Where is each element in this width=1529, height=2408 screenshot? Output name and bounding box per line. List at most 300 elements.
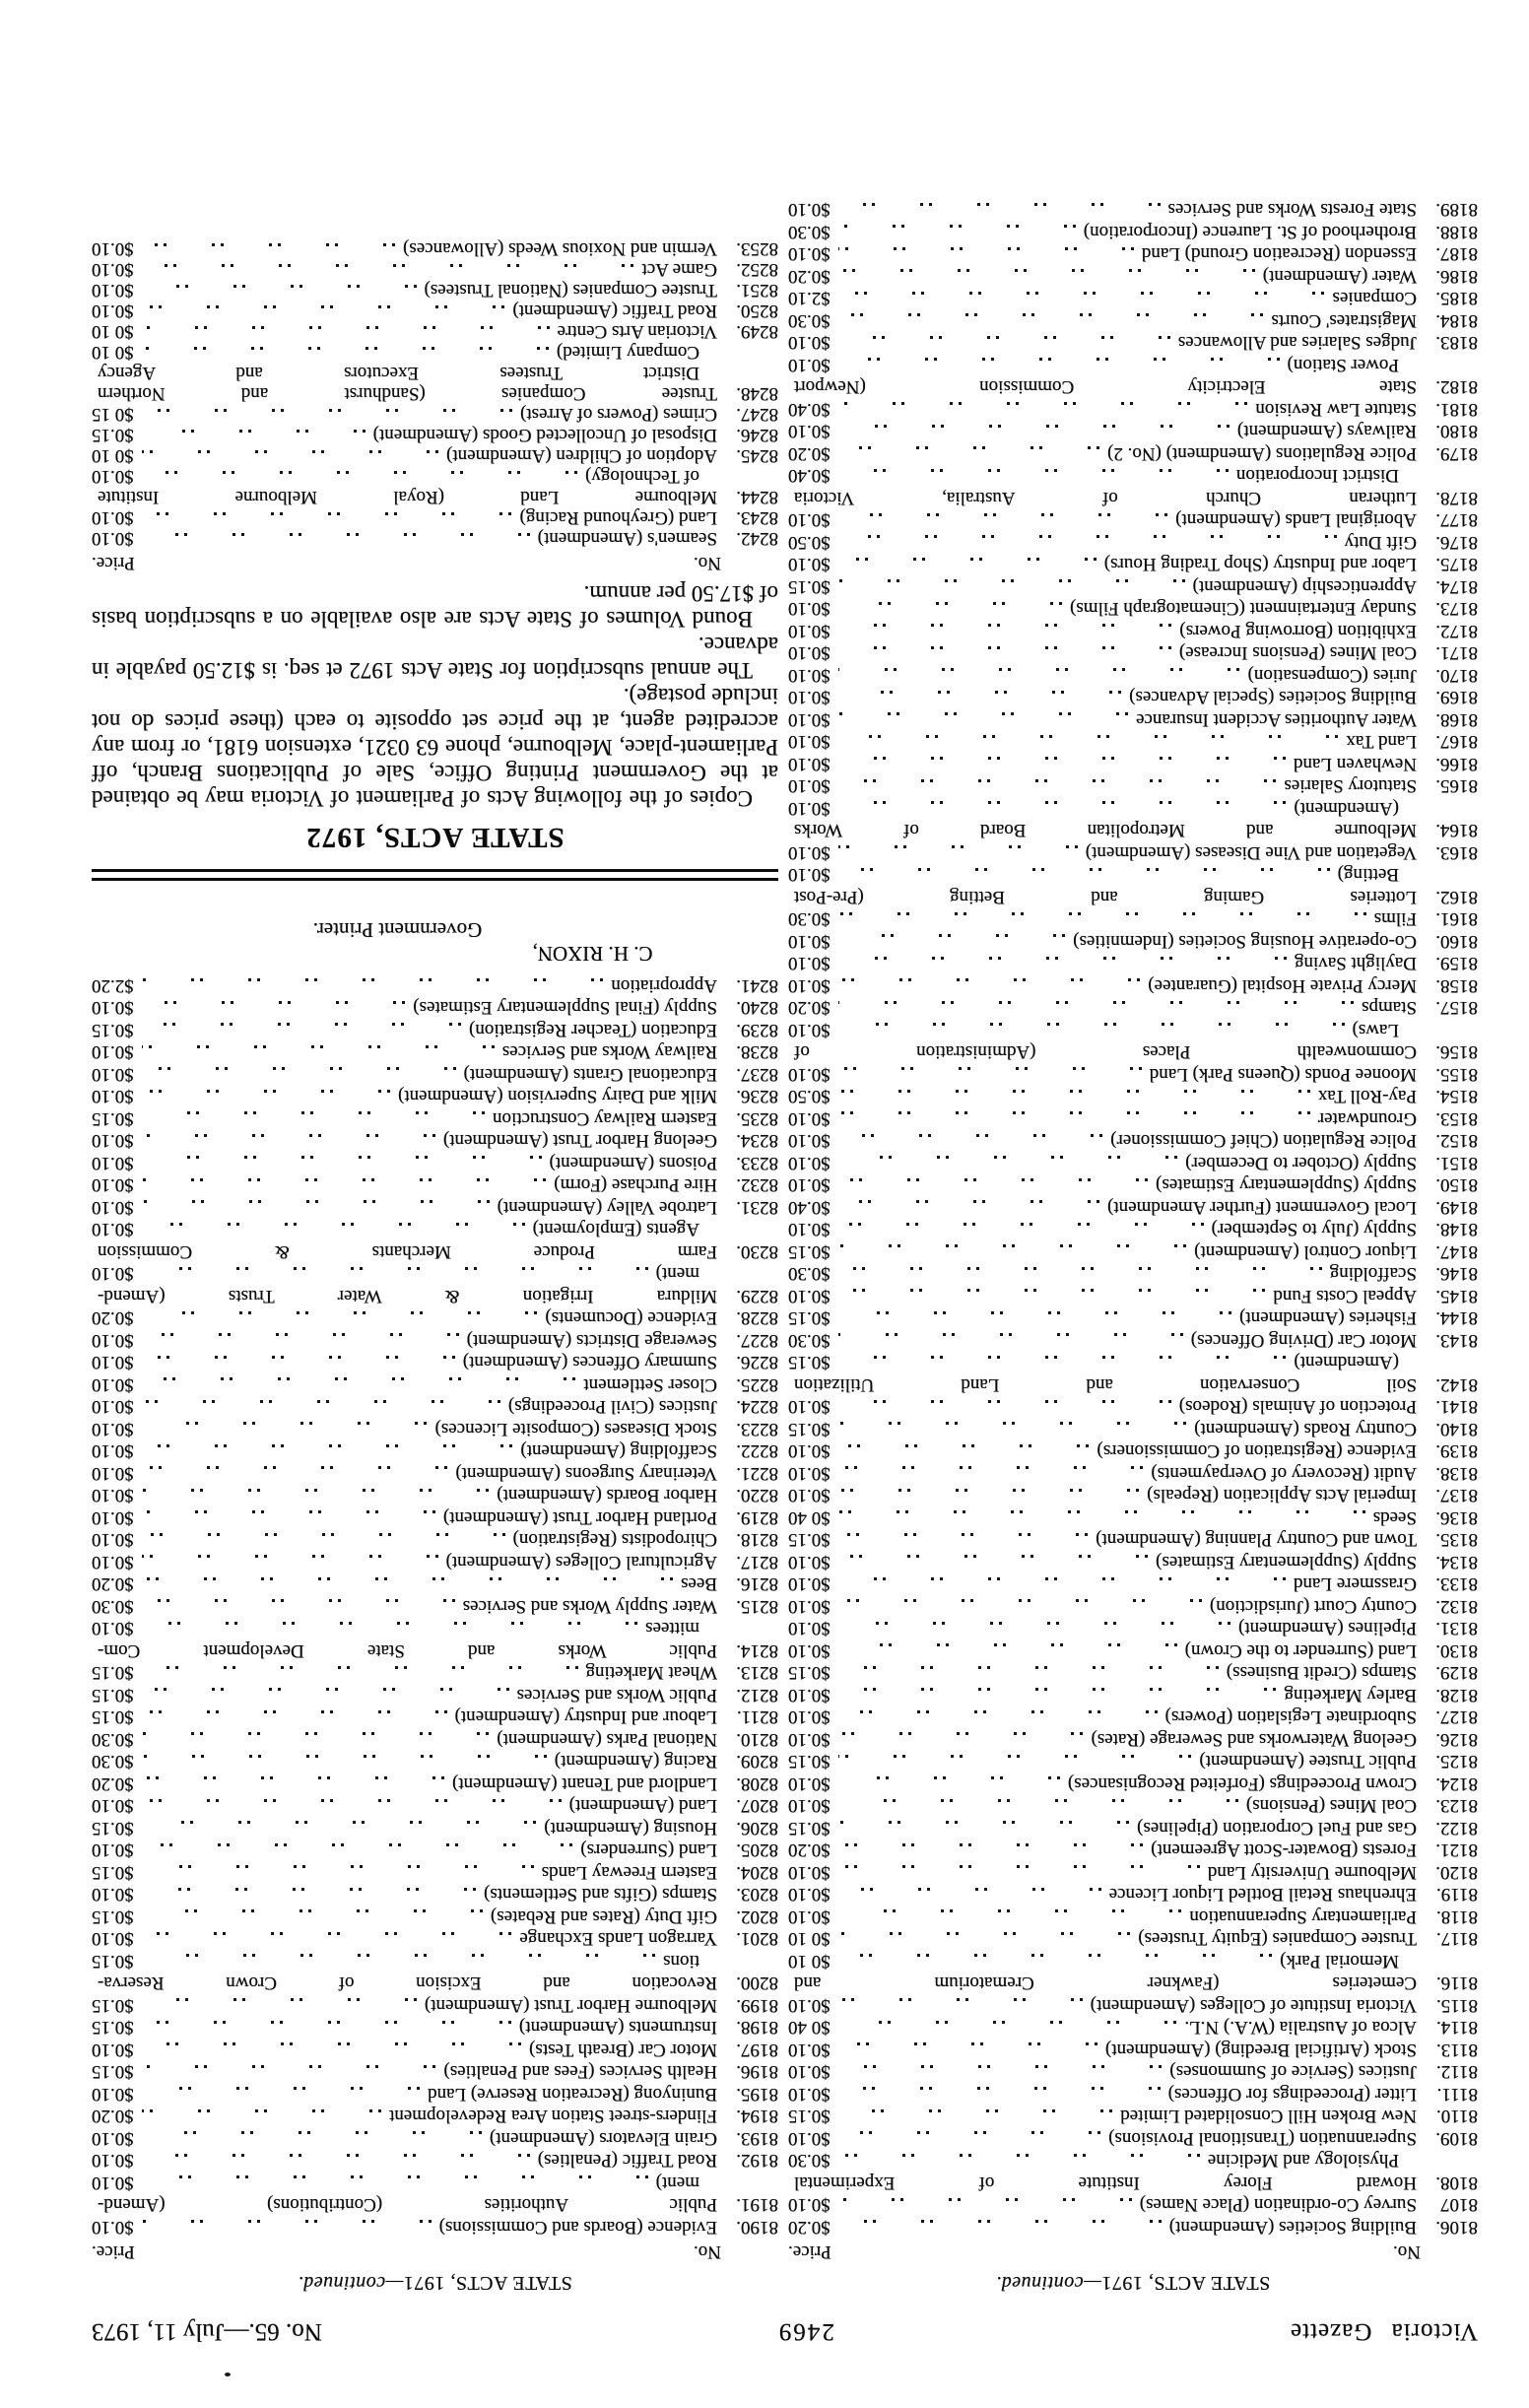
act-number: 8143. — [1435, 1330, 1478, 1351]
act-title: Scaffolding (Amendment) — [520, 1440, 717, 1462]
act-price: $0.30 — [788, 2150, 831, 2172]
act-row — [788, 2105, 1478, 2127]
act-row — [92, 364, 778, 384]
dot-leader — [142, 1622, 637, 1625]
act-number: 8157. — [1435, 997, 1478, 1019]
act-number: 8123. — [1435, 1795, 1478, 1817]
act-row — [92, 1950, 778, 1973]
act-number: 8146. — [1435, 1263, 1478, 1285]
act-price: $0.10 — [92, 1130, 134, 1152]
dot-leader — [838, 1511, 1365, 1514]
act-row — [788, 1085, 1478, 1107]
act-row — [788, 1572, 1478, 1595]
act-title: Howard Florey Institute of Experimental — [794, 2173, 1417, 2193]
act-row — [92, 301, 778, 322]
dot-leader — [142, 1777, 444, 1780]
act-title: Betting) — [1337, 864, 1399, 886]
dot-leader — [838, 1999, 1083, 2002]
act-number: 8222. — [736, 1440, 778, 1462]
act-title: Seamen's (Amendment) — [537, 528, 717, 550]
act-number: 8215. — [736, 1596, 778, 1617]
column-layout — [92, 198, 1478, 2294]
act-row — [92, 1551, 778, 1573]
act-title: Seeds — [1372, 1507, 1417, 1528]
act-title: Apprenticeship (Amendment) — [1192, 576, 1417, 597]
act-row — [788, 1972, 1478, 1994]
act-title: Trustee Companies (Equity Trustees) — [1138, 1928, 1417, 1950]
act-number: 8194. — [736, 2106, 778, 2127]
act-price: $0.30 — [92, 1596, 134, 1617]
act-row — [788, 198, 1478, 221]
act-title: Melbourne Land (Royal Melbourne Institute — [98, 487, 717, 508]
dot-leader — [838, 203, 1161, 206]
intro-paragraph: Copies of the following Acts of Parliament of Victoria may be obtained at the Government Printing Office, Sale of Publications Branch, off Parliament-place, Melbourne, phone 63 0321, extension 6181, or from any accredited agent, at the price set opposite to each (these prices do not include postage). — [92, 684, 778, 812]
dot-leader — [838, 1201, 1099, 1204]
act-row — [788, 1994, 1478, 2017]
dot-leader — [142, 1799, 562, 1802]
dot-leader — [838, 912, 1366, 915]
act-row — [788, 2039, 1478, 2061]
act-number: 8193. — [736, 2128, 778, 2149]
act-row — [788, 487, 1478, 509]
dot-leader — [838, 1334, 1183, 1337]
act-row — [92, 343, 778, 364]
act-row — [92, 426, 778, 446]
right-column — [92, 198, 778, 2294]
act-title: Subordinate Legislation (Powers) — [1164, 1706, 1417, 1728]
act-number: 8250. — [736, 301, 778, 322]
act-title: Railway Works and Services — [501, 1041, 717, 1063]
act-number: 8183. — [1435, 332, 1478, 354]
act-price: $0.10 — [788, 1020, 831, 1040]
dot-leader — [838, 247, 1134, 250]
act-price: $0.15 — [788, 1751, 831, 1773]
dot-leader — [142, 431, 366, 434]
act-row — [92, 239, 778, 260]
dot-leader — [838, 558, 1097, 561]
act-title: Groundwater — [1317, 1108, 1417, 1129]
act-title: Commonwealth Places (Administration of — [794, 1041, 1417, 1063]
act-title: Building Societies (Special Advances) — [1129, 687, 1417, 708]
act-title: Mildura Irrigation & Water Trusts (Amend- — [98, 1286, 717, 1306]
act-row — [788, 1639, 1478, 1662]
bound-volumes-paragraph: Bound Volumes of State Acts are also available on a subscription basis of $17.50 per annum. — [92, 581, 778, 633]
act-title: Disposal of Uncollected Goods (Amendment) — [372, 425, 717, 446]
act-number: 8249. — [736, 321, 778, 343]
act-row — [92, 322, 778, 343]
act-row — [788, 863, 1478, 886]
act-number: 8196. — [736, 2061, 778, 2083]
dot-leader — [142, 1444, 513, 1447]
dot-leader — [838, 1600, 1202, 1603]
act-number: 8241. — [736, 975, 778, 996]
dot-leader — [142, 1822, 537, 1825]
act-number: 8247. — [736, 404, 778, 426]
act-row — [788, 420, 1478, 442]
act-number: 8229. — [736, 1286, 778, 1306]
dot-leader — [142, 1999, 417, 2002]
dot-leader — [838, 2065, 1163, 2068]
act-price: $0.15 — [92, 2061, 134, 2083]
dot-leader — [838, 1755, 1192, 1758]
dot-leader — [838, 802, 1287, 805]
dot-leader — [142, 2109, 381, 2112]
act-row — [788, 1462, 1478, 1485]
dot-leader — [838, 625, 1172, 628]
act-number: 8188. — [1435, 222, 1478, 242]
act-number: 8121. — [1435, 1839, 1478, 1861]
act-title: Veterinary Surgeons (Amendment) — [455, 1463, 717, 1484]
act-title: Summary Offences (Amendment) — [462, 1352, 717, 1373]
no-label: No. — [694, 2241, 721, 2262]
act-price: $0.10 — [788, 1153, 831, 1173]
act-price: $0.30 — [788, 908, 831, 930]
dot-leader — [838, 1866, 1200, 1869]
act-row — [92, 1218, 778, 1240]
dot-leader — [838, 536, 1337, 539]
act-number: 8116. — [1435, 1973, 1478, 1994]
no-price-row — [92, 2240, 778, 2263]
dot-leader — [142, 244, 395, 247]
act-price: $0.10 — [788, 731, 831, 753]
act-row — [788, 531, 1478, 554]
act-title: Melbourne University Land — [1207, 1862, 1417, 1883]
act-row — [788, 2172, 1478, 2194]
act-price: $0.10 — [788, 1596, 831, 1617]
dot-leader — [838, 846, 1078, 849]
act-row — [92, 2016, 778, 2039]
act-row — [788, 1373, 1478, 1396]
act-row — [788, 2193, 1478, 2216]
act-title: Mercy Private Hospital (Guarantee) — [1148, 975, 1417, 996]
act-number: 8185. — [1435, 288, 1478, 309]
act-row — [788, 797, 1478, 820]
act-row — [788, 1950, 1478, 1973]
act-number: 8140. — [1435, 1419, 1478, 1439]
dot-leader — [838, 226, 1076, 229]
act-title: National Parks (Amendment) — [497, 1729, 717, 1750]
act-row — [788, 442, 1478, 465]
act-title: Land (Surrender to the Crown) — [1184, 1640, 1417, 1661]
act-number: 8118. — [1435, 1906, 1478, 1927]
act-title: Forests (Bowater-Scott Agreement) — [1151, 1839, 1417, 1861]
dot-leader — [838, 1489, 1139, 1492]
act-row — [92, 1418, 778, 1440]
act-price: $0.15 — [788, 1419, 831, 1439]
act-price: $0.10 — [92, 1529, 134, 1551]
act-price: $0.10 — [788, 1640, 831, 1661]
act-row — [788, 242, 1478, 265]
dot-leader — [838, 2109, 1112, 2112]
act-row — [92, 1152, 778, 1174]
act-title: Landlord and Tenant (Amendment) — [452, 1773, 717, 1794]
dot-leader — [838, 1710, 1158, 1713]
act-price: $0.20 — [788, 2217, 831, 2238]
dot-leader — [838, 270, 1255, 273]
act-price: $0.20 — [788, 266, 831, 287]
acts-list-1972 — [92, 239, 778, 550]
price-label: Price. — [92, 2241, 135, 2262]
act-title: Ehrenhaus Retail Bottled Liquor Licence — [1108, 1884, 1417, 1906]
dot-leader — [142, 1843, 572, 1846]
dot-leader — [142, 1511, 435, 1514]
dot-leader — [142, 1932, 512, 1935]
act-number: 8142. — [1435, 1374, 1478, 1395]
dot-leader — [142, 534, 530, 537]
price-label: Price. — [788, 2241, 831, 2262]
act-number: 8214. — [736, 1640, 778, 1661]
act-title: Evidence (Registration of Commissioners) — [1097, 1440, 1417, 1462]
act-number: 8219. — [736, 1507, 778, 1528]
act-row — [92, 1306, 778, 1329]
act-price: $0.40 — [788, 465, 831, 487]
dot-leader — [838, 1444, 1090, 1447]
act-row — [788, 1773, 1478, 1795]
act-row — [788, 1285, 1478, 1307]
act-number: 8144. — [1435, 1307, 1478, 1329]
dot-leader — [142, 1178, 547, 1181]
act-title: Harbor Boards (Amendment) — [497, 1485, 717, 1506]
act-number: 8176. — [1435, 532, 1478, 553]
dot-leader — [838, 1577, 1286, 1580]
dot-leader — [838, 1001, 1354, 1004]
act-title: ment) — [655, 2173, 699, 2193]
dot-leader — [142, 1223, 525, 1226]
dot-leader — [838, 359, 1280, 362]
act-title: Housing (Amendment) — [544, 1818, 717, 1839]
dot-leader — [838, 1400, 1171, 1403]
dot-leader — [142, 979, 604, 982]
act-price: $0.10 — [92, 1839, 134, 1861]
act-price: $0.20 — [92, 1573, 134, 1595]
act-row — [92, 2105, 778, 2127]
act-number: 8109. — [1435, 2128, 1478, 2149]
dot-leader — [142, 1378, 576, 1381]
act-row — [92, 467, 778, 488]
act-price: $0.10 — [788, 621, 831, 641]
act-title: Sunday Entertainment (Cinematograph Films) — [1070, 598, 1417, 620]
act-row — [92, 384, 778, 405]
act-number: 8218. — [736, 1529, 778, 1551]
dot-leader — [838, 580, 1185, 583]
act-number: 8139. — [1435, 1440, 1478, 1462]
dot-leader — [142, 410, 512, 413]
act-number: 8253. — [736, 238, 778, 260]
act-number: 8200. — [736, 1973, 778, 1994]
act-title: Juries (Compensation) — [1247, 665, 1417, 686]
act-row — [788, 553, 1478, 575]
act-number: 8134. — [1435, 1552, 1478, 1572]
act-row — [788, 1063, 1478, 1086]
dot-leader — [838, 979, 1140, 982]
dot-leader — [838, 1090, 1310, 1093]
act-row — [92, 1972, 778, 1994]
dot-leader — [838, 1689, 1277, 1692]
act-number: 8205. — [736, 1839, 778, 1861]
act-row — [92, 1395, 778, 1418]
act-number: 8151. — [1435, 1153, 1478, 1173]
act-row — [92, 1595, 778, 1618]
act-price: $0.10 — [92, 1419, 134, 1439]
act-row — [92, 405, 778, 426]
act-price: $0.10 — [92, 1197, 134, 1218]
act-title: Stamps (Credit Business) — [1226, 1662, 1417, 1684]
act-title: Sewerage Districts (Amendment) — [466, 1330, 717, 1351]
act-number: 8128. — [1435, 1685, 1478, 1706]
act-title: Water Supply Works and Services — [462, 1596, 717, 1617]
no-label: No. — [1393, 2241, 1421, 2262]
act-price: $0.15 — [788, 1529, 831, 1551]
dot-leader — [838, 868, 1330, 871]
act-price: $0.10 — [788, 642, 831, 664]
act-number: 8113. — [1435, 2040, 1478, 2060]
act-title: Water Authorities Accident Insurance — [1136, 709, 1417, 730]
act-title: Buninyong (Recreation Reserve) Land — [428, 2084, 717, 2105]
dot-leader — [142, 1533, 505, 1536]
act-title: Physiology and Medicine — [1207, 2150, 1399, 2172]
act-number: 8212. — [736, 1685, 778, 1706]
scan-speck — [225, 2373, 231, 2376]
dot-leader — [142, 2132, 482, 2135]
dot-leader — [142, 2154, 530, 2157]
dot-leader — [142, 1467, 448, 1470]
dot-leader — [142, 2065, 436, 2068]
act-row — [788, 1152, 1478, 1174]
dot-leader — [838, 1157, 1177, 1160]
act-title: Companies — [1332, 288, 1417, 309]
act-row — [92, 1484, 778, 1506]
act-number: 8180. — [1435, 421, 1478, 442]
act-price: $0.10 — [92, 1928, 134, 1950]
act-number: 8201. — [736, 1928, 778, 1950]
act-title: Supply (July to September) — [1211, 1219, 1417, 1240]
act-price: $0.10 — [788, 1906, 831, 1927]
act-title: Evidence (Boards and Commissions) — [438, 2217, 717, 2238]
act-title: Gift Duty (Rates and Rebates) — [490, 1906, 717, 1927]
act-number: 8192. — [736, 2150, 778, 2172]
act-number: 8182. — [1435, 376, 1478, 398]
page-header — [92, 2317, 1478, 2345]
act-row — [92, 1883, 778, 1906]
act-title: Public Authorities (Contributions) (Amend- — [98, 2194, 717, 2216]
column-heading-left — [788, 2271, 1478, 2294]
dot-leader — [838, 646, 1171, 649]
act-number: 8181. — [1435, 399, 1478, 420]
act-row — [92, 1439, 778, 1462]
act-price: $0.15 — [788, 1352, 831, 1373]
dot-leader — [142, 1600, 455, 1603]
act-title: Trustee Companies (Sandhurst and Northern — [98, 383, 717, 405]
act-title: Company Limited) — [556, 342, 699, 364]
act-title: Latrobe Valley (Amendment) — [497, 1197, 717, 1218]
act-title: Public Trustee (Amendment) — [1199, 1751, 1417, 1773]
dot-leader — [838, 1910, 1182, 1913]
act-price: $0.10 — [92, 1086, 134, 1107]
act-number: 8174. — [1435, 576, 1478, 597]
printer-title: Government Printer. — [312, 918, 483, 943]
act-number: 8155. — [1435, 1064, 1478, 1085]
act-row — [788, 1883, 1478, 1906]
act-row — [92, 281, 778, 301]
dot-leader — [142, 1157, 542, 1160]
act-title: of Technology) — [585, 466, 699, 488]
act-title: Power Station) — [1287, 355, 1399, 375]
act-number: 8124. — [1435, 1773, 1478, 1794]
act-row — [788, 620, 1478, 642]
dot-leader — [838, 758, 1286, 761]
act-price: $0.10 — [788, 1685, 831, 1706]
act-price: $0.10 — [788, 1795, 831, 1817]
act-price: $0.10 — [92, 466, 134, 488]
dot-leader — [838, 1843, 1143, 1846]
act-number: 8233. — [736, 1153, 778, 1173]
act-title: Geelong Harbor Trust (Amendment) — [442, 1130, 717, 1152]
act-title: Stamps (Gifts and Settlements) — [484, 1884, 717, 1906]
act-row — [788, 1794, 1478, 1817]
act-price: $0.15 — [92, 1706, 134, 1728]
act-title: Chiropodists (Registration) — [512, 1529, 717, 1551]
act-price: $0.10 — [92, 1352, 134, 1373]
act-number: 8135. — [1435, 1529, 1478, 1551]
act-price: $0.10 — [788, 1396, 831, 1418]
dot-leader — [838, 1068, 1142, 1071]
gazette-title: Victoria Gazette — [1290, 2318, 1478, 2345]
act-price: $0.10 — [92, 1618, 134, 1639]
act-row — [788, 309, 1478, 332]
act-row — [788, 1351, 1478, 1373]
act-number: 8223. — [736, 1419, 778, 1439]
section-title: STATE ACTS, 1971 — [403, 2272, 572, 2294]
act-number: 8203. — [736, 1884, 778, 1906]
act-title: Geelong Waterworks and Sewerage (Rates) — [1091, 1729, 1417, 1750]
act-price: $0.10 — [788, 775, 831, 797]
dot-leader — [838, 1356, 1287, 1359]
act-price: $0 40 — [788, 2017, 831, 2039]
act-title: Educational Grants (Amendment) — [463, 1064, 717, 1085]
act-row — [788, 1306, 1478, 1329]
act-row — [92, 1728, 778, 1751]
act-number: 8132. — [1435, 1596, 1478, 1617]
act-price: $0.10 — [92, 1219, 134, 1240]
act-title: Milk and Dairy Supervision (Amendment) — [397, 1086, 717, 1107]
dot-leader — [142, 1866, 534, 1869]
act-number: 8149. — [1435, 1197, 1478, 1218]
act-title: Wheat Marketing — [585, 1662, 717, 1684]
act-title: Land (Greyhound Racing) — [519, 507, 717, 529]
act-row — [788, 1019, 1478, 1041]
act-row — [788, 686, 1478, 708]
act-price: $0.15 — [788, 1307, 831, 1329]
act-row — [788, 575, 1478, 598]
act-number: 8244. — [736, 487, 778, 508]
act-price: $0.10 — [92, 259, 134, 281]
act-number: 8204. — [736, 1862, 778, 1883]
act-row — [788, 996, 1478, 1019]
act-number: 8141. — [1435, 1396, 1478, 1418]
act-price: $0.10 — [788, 199, 831, 221]
act-number: 8166. — [1435, 754, 1478, 774]
dot-leader — [838, 1822, 1129, 1825]
act-row — [92, 2216, 778, 2239]
act-row — [788, 1906, 1478, 1928]
act-price: $0.10 — [788, 598, 831, 620]
act-row — [788, 2216, 1478, 2239]
act-title: Appeal Costs Fund — [1273, 1286, 1417, 1306]
act-row — [788, 375, 1478, 398]
act-row — [92, 1839, 778, 1861]
dot-leader — [142, 1201, 490, 1204]
act-row — [92, 529, 778, 550]
